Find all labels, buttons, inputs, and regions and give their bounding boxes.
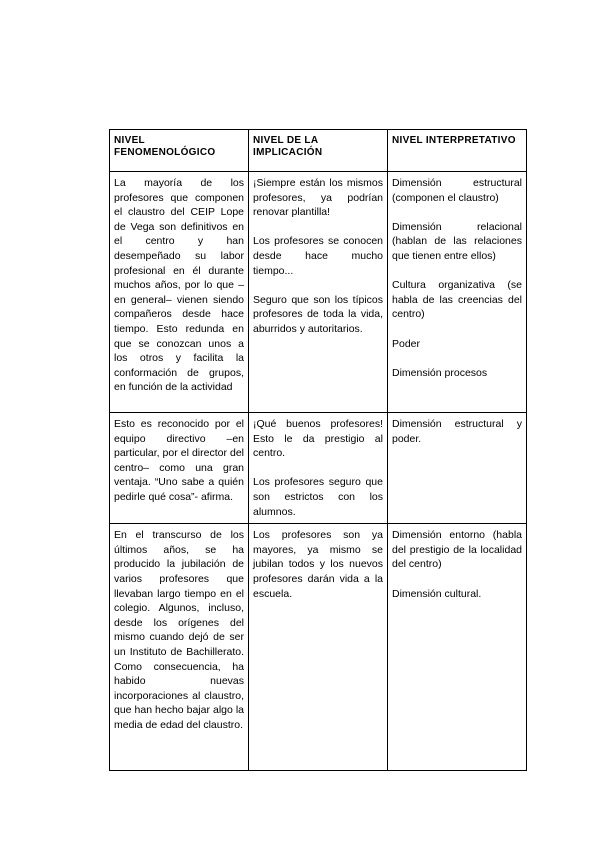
cell-fenomenologico [110,172,249,413]
cell-paragraph: En el transcurso de los últimos años, se ha producido la jubilación de varios profesores que llevaban largo tiempo en el colegio. Algunos, incluso, desde los orígenes del mismo cuando dejó de ser un Instituto de Bachillerato. Como consecuencia, ha habido nuevas incorporaciones al claustro, que han hecho bajar algo la media de edad del claustro. [114,529,244,731]
cell-implicacion [249,524,388,771]
cell-paragraph: La mayoría de los profesores que componen el claustro del CEIP Lope de Vega son definitivos en el centro y han desempeñado su labor profesional en él durante muchos años, por lo que –en general– vienen siendo compañeros desde hace tiempo. Esto redunda en que se conozcan unos a los otros y facilita la conformación de grupos, en función de la actividad [114,177,244,394]
cell-fenomenologico [110,524,249,771]
cell-paragraph: Cultura organizativa (se habla de las creencias del centro) [392,279,522,321]
levels-table [109,129,527,771]
table-row [110,413,527,524]
header-row [110,130,527,172]
cell-paragraph: Los profesores son ya mayores, ya mismo se jubilan todos y los nuevos profesores darán vida a la escuela. [253,529,383,600]
header-interpretativo: NIVEL INTERPRETATIVO [388,130,527,172]
cell-interpretativo [388,413,527,524]
cell-interpretativo [388,524,527,771]
cell-paragraph: Seguro que son los típicos profesores de toda la vida, aburridos y autoritarios. [253,293,383,335]
cell-implicacion [249,413,388,524]
cell-paragraph: ¡Qué buenos profesores! Esto le da prestigio al centro. [253,418,383,460]
cell-paragraph: Los profesores seguro que son estrictos con los alumnos. [253,476,383,518]
cell-paragraph: Los profesores se conocen desde hace mucho tiempo... [253,235,383,277]
cell-fenomenologico [110,413,249,524]
cell-paragraph: Esto es reconocido por el equipo directivo –en particular, por el director del centro– como una gran ventaja. “Uno sabe a quién pedirle qué cosa”- afirma. [114,418,244,503]
cell-paragraph: Dimensión estructural (componen el claustro) [392,177,522,204]
table-row [110,524,527,771]
cell-paragraph: Dimensión entorno (habla del prestigio de la localidad del centro) [392,529,522,571]
header-implicacion: NIVEL DE LA IMPLICACIÓN [249,130,388,172]
cell-paragraph: Dimensión estructural y poder. [392,418,522,445]
cell-paragraph: ¡Siempre están los mismos profesores, ya podrían renovar plantilla! [253,177,383,219]
header-fenomenologico: NIVEL FENOMENOLÓGICO [110,130,249,172]
cell-paragraph: Poder [392,337,421,350]
cell-paragraph: Dimensión procesos [392,366,488,379]
table-row [110,172,527,413]
cell-paragraph: Dimensión relacional (hablan de las relaciones que tienen entre ellos) [392,220,522,262]
cell-interpretativo [388,172,527,413]
cell-implicacion [249,172,388,413]
cell-paragraph: Dimensión cultural. [392,587,482,600]
